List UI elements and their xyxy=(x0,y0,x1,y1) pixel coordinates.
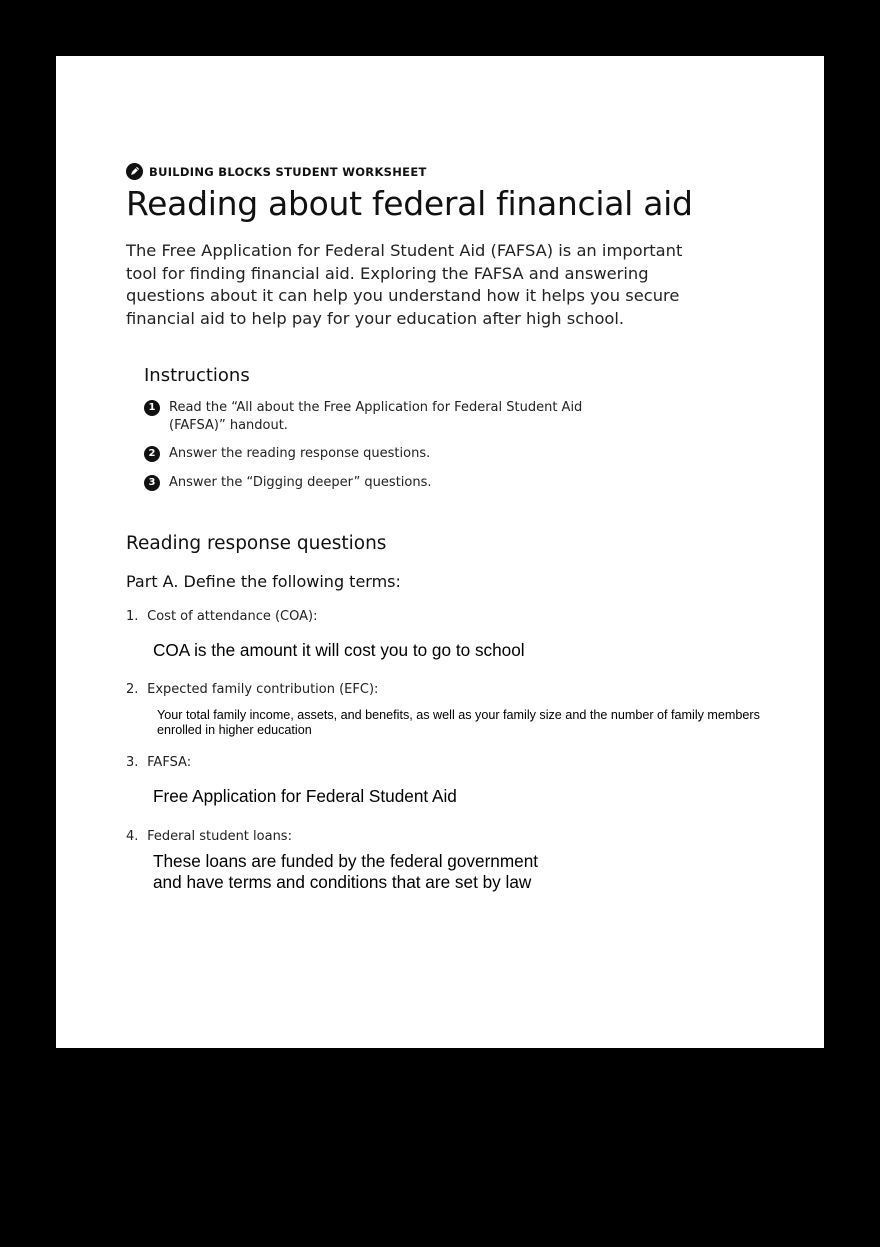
answer-field[interactable]: COA is the amount it will cost you to go to school xyxy=(153,640,525,660)
question-text: Federal student loans: xyxy=(147,829,292,844)
part-a-heading: Part A. Define the following terms: xyxy=(126,572,401,591)
step-text: Read the “All about the Free Application for Federal Student Aid (FAFSA)” handout. xyxy=(169,400,583,433)
answer-field[interactable]: Your total family income, assets, and benefits, as well as your family size and the number of family members enrolled in higher education xyxy=(157,708,760,737)
instruction-step xyxy=(144,474,624,492)
worksheet-page xyxy=(56,56,824,1048)
step-number-badge: 3 xyxy=(144,475,160,491)
step-number-badge: 1 xyxy=(144,400,160,416)
intro-paragraph: The Free Application for Federal Student Aid (FAFSA) is an important tool for finding financial aid. Exploring the FAFSA and answering questions about it can help you understand how it helps you secure financial aid to help pay for your education after high school. xyxy=(126,241,683,328)
step-number-badge: 2 xyxy=(144,446,160,462)
question-label xyxy=(126,609,317,624)
eyebrow-label: BUILDING BLOCKS STUDENT WORKSHEET xyxy=(149,164,427,179)
question-text: Expected family contribution (EFC): xyxy=(147,682,379,697)
page-title: Reading about federal financial aid xyxy=(126,184,693,223)
question-number: 3. xyxy=(126,755,139,770)
instructions-heading: Instructions xyxy=(144,365,250,386)
question-number: 4. xyxy=(126,829,139,844)
question-text: Cost of attendance (COA): xyxy=(147,609,318,624)
instruction-step xyxy=(144,445,624,463)
pencil-icon xyxy=(126,163,143,180)
question-text: FAFSA: xyxy=(147,755,192,770)
question-number: 1. xyxy=(126,609,139,624)
question-label xyxy=(126,682,378,697)
worksheet-eyebrow xyxy=(126,163,427,180)
answer-field[interactable]: These loans are funded by the federal government and have terms and conditions that are set by law xyxy=(153,851,539,892)
step-text: Answer the reading response questions. xyxy=(169,446,431,461)
question-number: 2. xyxy=(126,682,139,697)
question-label xyxy=(126,755,191,770)
reading-response-heading: Reading response questions xyxy=(126,533,387,554)
question-label xyxy=(126,829,292,844)
step-text: Answer the “Digging deeper” questions. xyxy=(169,475,432,490)
answer-field[interactable]: Free Application for Federal Student Aid xyxy=(153,786,457,806)
instruction-step xyxy=(144,399,624,435)
